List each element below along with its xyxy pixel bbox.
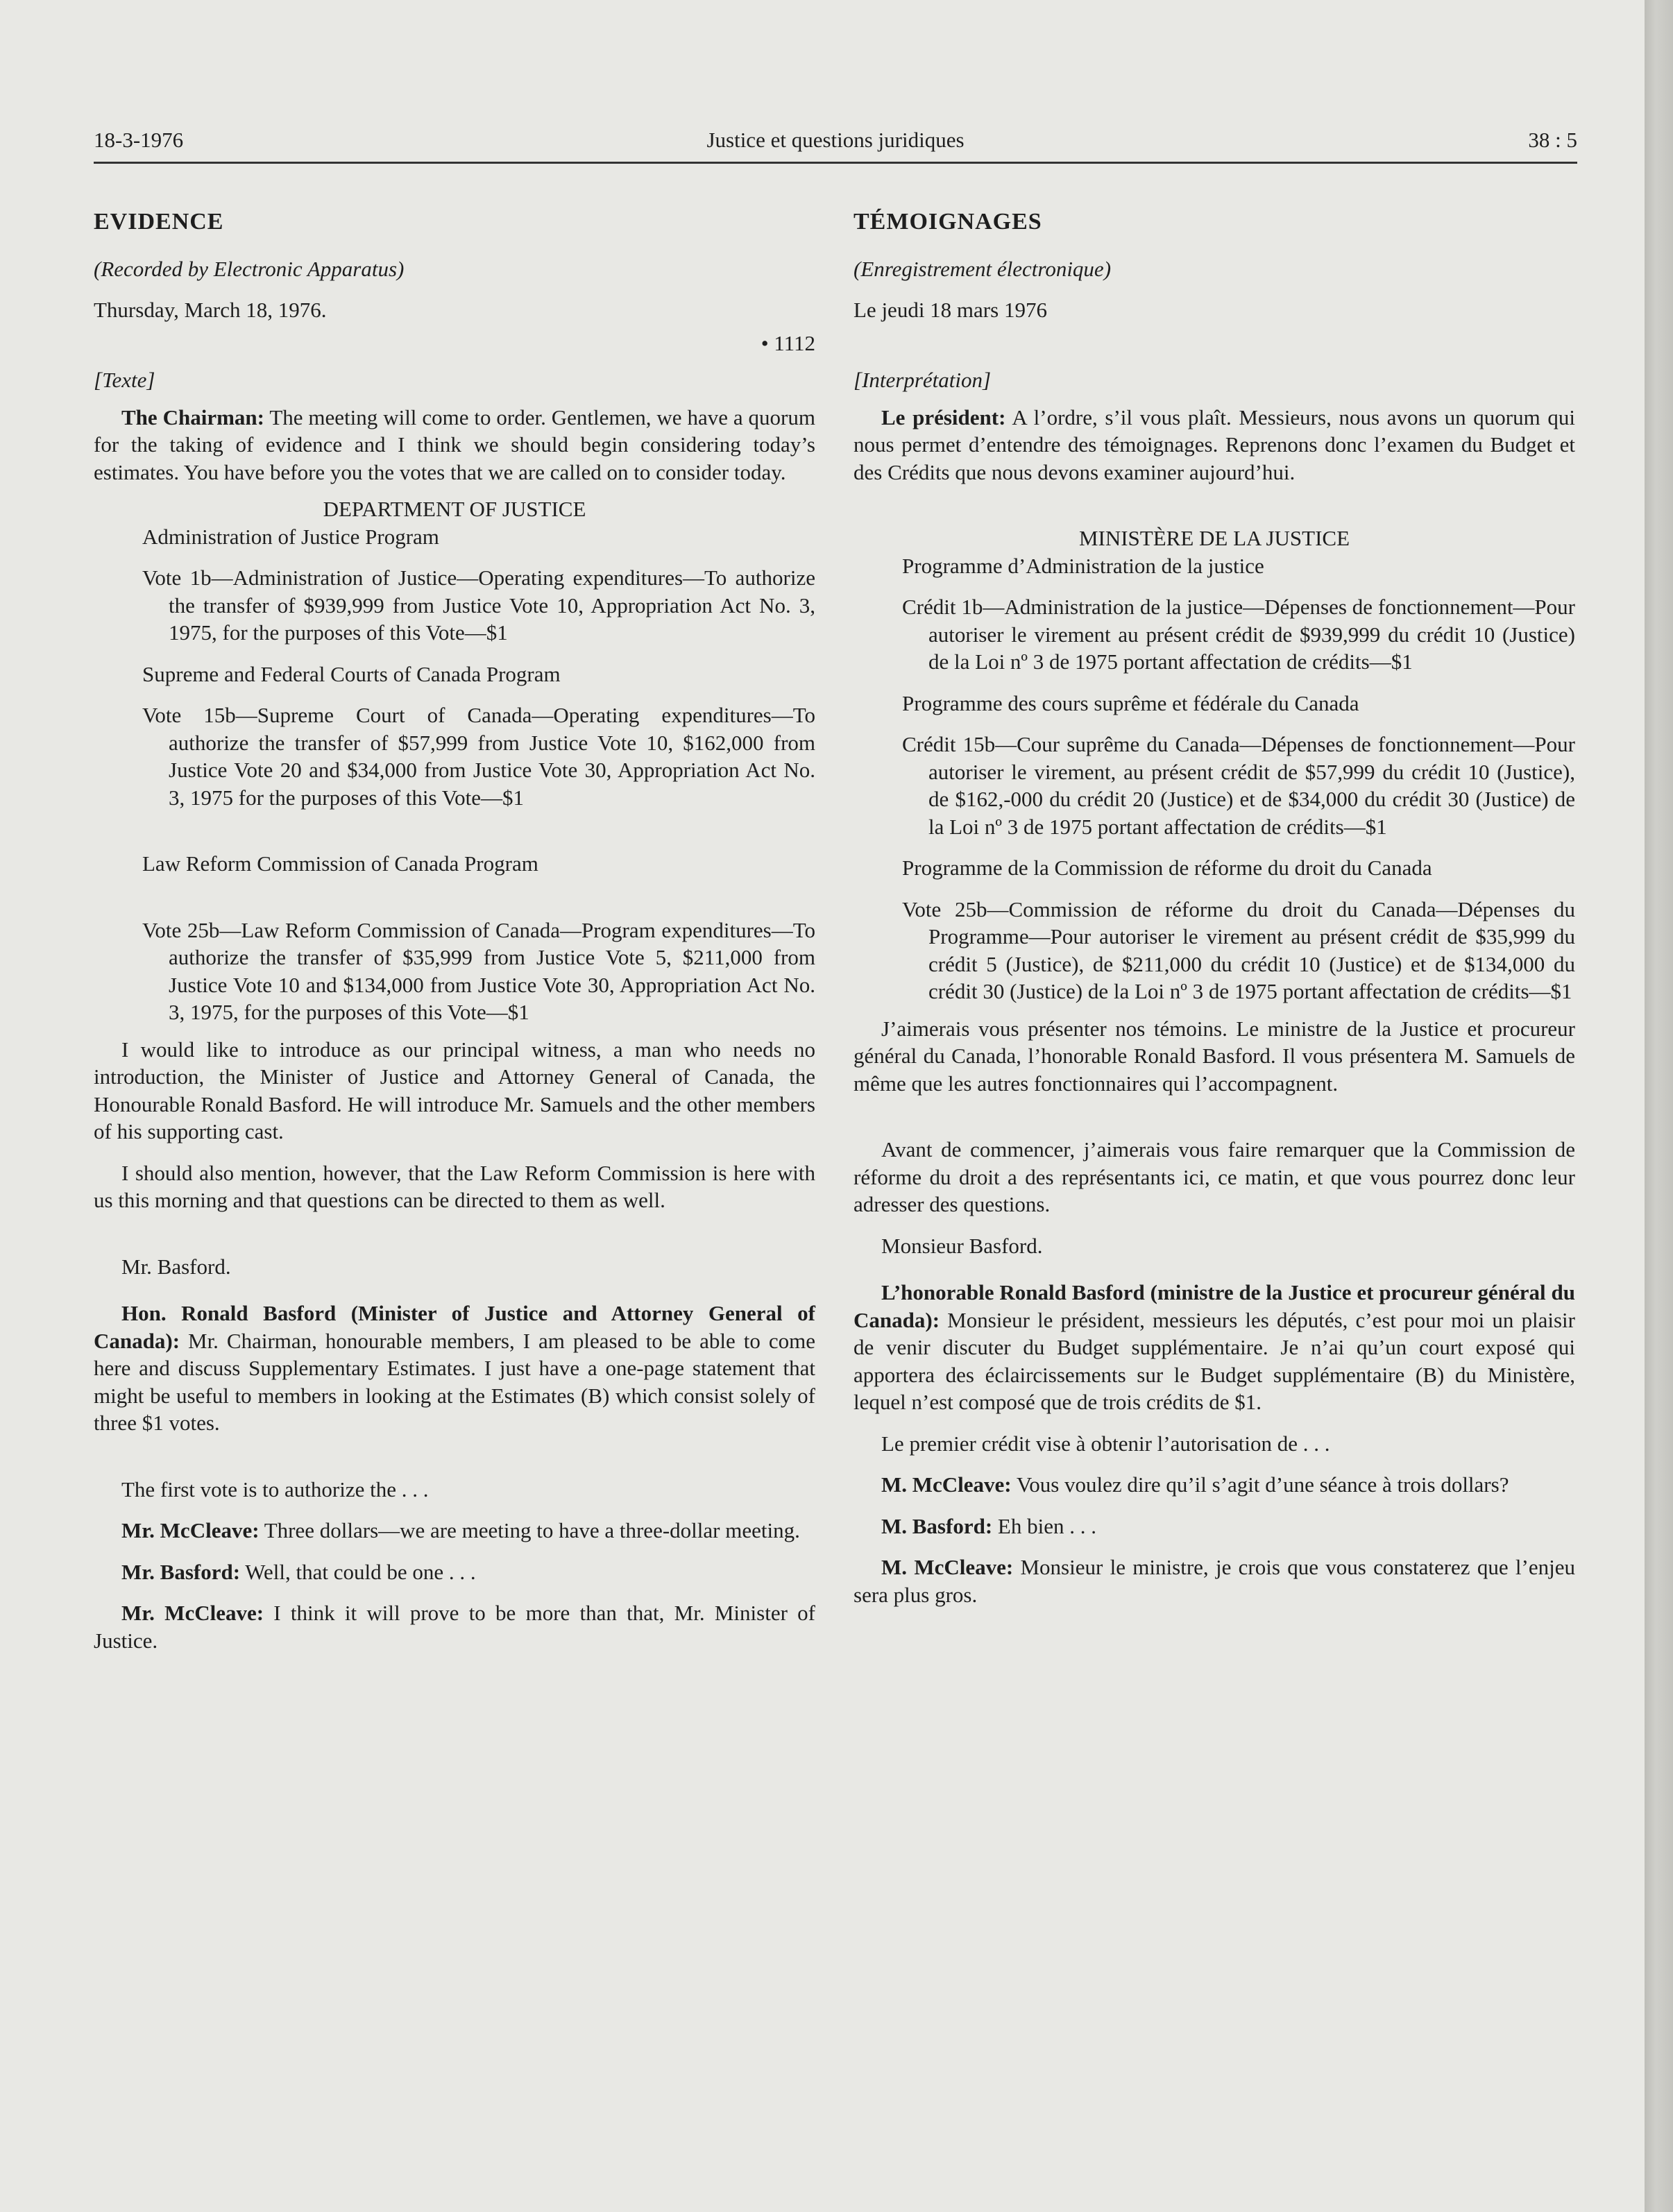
speaker-name: Le président: — [881, 405, 1006, 429]
paragraph: Le premier crédit vise à obtenir l’autorisation de . . . — [881, 1431, 1330, 1456]
speaker-name: L’honorable Ronald Basford (ministre de la Justice et procureur général du Canada): — [854, 1280, 1575, 1332]
paragraph: J’aimerais vous présenter nos témoins. Le ministre de la Justice et procureur général du Canada, l’honorable Ronald Basford. Il vous présentera M. Samuels de même que les autres fonctionnaires qui l’accompagnent. — [854, 1016, 1575, 1096]
paragraph: I would like to introduce as our principal witness, a man who needs no introduction, the Minister of Justice and Attorney General of Canada, the Honourable Ronald Basford. He will introduce Mr. Samuels and the other members of his supporting cast. — [94, 1037, 815, 1143]
basford-statement — [94, 1300, 815, 1437]
mccleave-remark — [94, 1517, 815, 1545]
language-tag: [Texte] — [94, 368, 155, 392]
page-edge — [1645, 0, 1673, 2212]
program-heading: Programme des cours suprême et fédérale du Canada — [902, 690, 1359, 715]
header-rule — [94, 162, 1577, 164]
speech-text: Mr. Chairman, honourable members, I am pleased to be able to come here and discuss Supplementary Estimates. I just have a one-page statement that might be useful to members in looking at the Estimates (B) which consist solely of three $1 votes. — [94, 1328, 815, 1435]
recorded-note: (Enregistrement électronique) — [854, 256, 1112, 281]
header-date: 18-3-1976 — [94, 128, 184, 152]
evidence-heading: EVIDENCE — [94, 209, 224, 235]
recorded-note: (Recorded by Electronic Apparatus) — [94, 256, 405, 281]
header-title: Justice et questions juridiques — [706, 128, 965, 152]
president-opening — [854, 404, 1575, 486]
header-page-number: 38 : 5 — [1528, 128, 1577, 152]
paragraph: Monsieur Basford. — [881, 1233, 1043, 1258]
speaker-name: Hon. Ronald Basford (Minister of Justice and Attorney General of Canada): — [94, 1301, 815, 1353]
vote-item: Crédit 15b—Cour suprême du Canada—Dépenses de fonctionnement—Pour autoriser le virement, au présent crédit de $57,999 du crédit 10 (Justice), de $162,-000 du crédit 20 (Justice) et de $34,000 du crédit 30 (Justice) de la Loi nº 3 de 1975 portant affectation de crédits—$1 — [902, 732, 1575, 839]
vote-item: Vote 25b—Law Reform Commission of Canada—Program expenditures—To authorize the transfer of $35,999 from Justice Vote 5, $211,000 from Justice Vote 10 and $134,000 from Justice Vote 30, Appropriation Act No. 3, 1975, for the purposes of this Vote—$1 — [142, 917, 815, 1024]
mccleave-remark — [854, 1554, 1575, 1608]
basford-remark — [94, 1558, 815, 1586]
mccleave-remark — [854, 1471, 1575, 1499]
program-heading: Law Reform Commission of Canada Program — [142, 851, 538, 876]
basford-remark — [854, 1513, 1575, 1540]
language-tag: [Interprétation] — [854, 368, 992, 392]
speech-text: The meeting will come to order. Gentlemen, we have a quorum for the taking of evidence and I think we should begin considering today’s estimates. You have before you the votes that we are called on to consider today. — [94, 405, 815, 484]
speaker-name: M. McCleave: — [881, 1555, 1014, 1579]
french-column — [854, 208, 1575, 1608]
speaker-name: Mr. McCleave: — [121, 1518, 260, 1542]
speech-text: Eh bien . . . — [992, 1513, 1096, 1538]
department-heading: MINISTÈRE DE LA JUSTICE — [1078, 526, 1350, 550]
paragraph: Mr. Basford. — [121, 1254, 231, 1279]
basford-statement — [854, 1279, 1575, 1416]
speech-text: Monsieur le ministre, je crois que vous constaterez que l’enjeu sera plus gros. — [854, 1555, 1576, 1607]
speaker-name: Mr. Basford: — [121, 1559, 241, 1584]
english-column — [94, 208, 815, 1654]
department-heading: DEPARTMENT OF JUSTICE — [323, 497, 586, 521]
vote-item: Vote 15b—Supreme Court of Canada—Operating expenditures—To authorize the transfer of $57,999 from Justice Vote 10, $162,000 from Justice Vote 20 and $34,000 from Justice Vote 30, Appropriation Act No. 3, 1975 for the purposes of this Vote—$1 — [142, 703, 815, 810]
speech-text: Three dollars—we are meeting to have a three-dollar meeting. — [259, 1518, 800, 1542]
program-heading: Programme d’Administration de la justice — [902, 553, 1264, 578]
mccleave-remark — [94, 1599, 815, 1654]
chairman-opening — [94, 404, 815, 486]
marker-spacer — [854, 330, 1575, 357]
speech-text: Monsieur le président, messieurs les députés, c’est pour moi un plaisir de venir discuter du Budget supplémentaire. Je n’ai qu’un court exposé qui apportera des éclaircissements sur le Budget supplémentaire (B) du Ministère, lequel n’est composé que de trois crédits de $1. — [854, 1307, 1575, 1414]
vote-item: Vote 25b—Commission de réforme du droit du Canada—Dépenses du Programme—Pour autoriser le virement au présent crédit de $35,999 du crédit 5 (Justice), de $211,000 du crédit 10 (Justice) et de $134,000 du crédit 30 (Justice) de la Loi nº 3 de 1975 portant affectation de crédits—$1 — [902, 896, 1575, 1003]
running-header — [94, 128, 1577, 160]
paragraph: I should also mention, however, that the Law Reform Commission is here with us this morning and that questions can be directed to them as well. — [94, 1160, 815, 1212]
paragraph: Avant de commencer, j’aimerais vous faire remarquer que la Commission de réforme du droit a des représentants ici, ce matin, et que vous pourrez donc leur adresser des questions. — [854, 1137, 1575, 1216]
vote-item: Vote 1b—Administration of Justice—Operating expenditures—To authorize the transfer of $939,999 from Justice Vote 10, Appropriation Act No. 3, 1975, for the purposes of this Vote—$1 — [142, 565, 815, 645]
program-heading: Programme de la Commission de réforme du droit du Canada — [902, 856, 1432, 880]
vote-item: Crédit 1b—Administration de la justice—Dépenses de fonctionnement—Pour autoriser le virement au présent crédit de $939,999 du crédit 10 (Justice) de la Loi nº 3 de 1975 portant affectation de crédits—$1 — [902, 595, 1575, 674]
speech-text: Well, that could be one . . . — [240, 1559, 476, 1584]
speech-text: A l’ordre, s’il vous plaît. Messieurs, nous avons un quorum qui nous permet d’entendre des témoignages. Reprenons donc l’examen du Budget et des Crédits que nous devons examiner aujourd’hui. — [854, 405, 1575, 484]
program-heading: Supreme and Federal Courts of Canada Program — [142, 661, 561, 686]
speaker-name: M. McCleave: — [881, 1472, 1012, 1497]
temoignages-heading: TÉMOIGNAGES — [854, 209, 1042, 235]
paragraph: The first vote is to authorize the . . . — [121, 1477, 429, 1501]
program-heading: Administration of Justice Program — [142, 524, 439, 549]
speaker-name: The Chairman: — [121, 405, 264, 429]
speech-text: I think it will prove to be more than that, Mr. Minister of Justice. — [94, 1601, 815, 1653]
speaker-name: Mr. McCleave: — [121, 1601, 264, 1625]
speech-text: Vous voulez dire qu’il s’agit d’une séance à trois dollars? — [1011, 1472, 1509, 1497]
meeting-date: Le jeudi 18 mars 1976 — [854, 298, 1047, 322]
speaker-name: M. Basford: — [881, 1513, 993, 1538]
time-marker: • 1112 — [761, 330, 815, 355]
meeting-date: Thursday, March 18, 1976. — [94, 298, 327, 322]
